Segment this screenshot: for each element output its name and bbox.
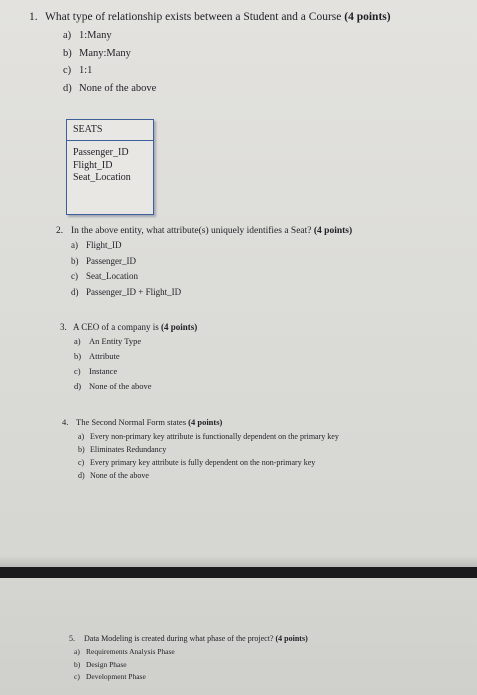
- option-text: An Entity Type: [89, 336, 142, 346]
- question-2-number: 2.: [56, 226, 64, 236]
- question-1-points: (4 points): [344, 11, 391, 23]
- question-5-stem: [69, 634, 308, 643]
- divider-shadow: [0, 556, 477, 567]
- option-letter: c): [78, 458, 85, 467]
- question-3: [60, 322, 197, 394]
- question-2-option-c[interactable]: [71, 269, 352, 285]
- option-text: Attribute: [89, 351, 120, 361]
- question-3-number: 3.: [60, 322, 67, 332]
- question-4-stem: [62, 417, 420, 427]
- question-3-option-d[interactable]: [74, 379, 197, 394]
- question-4-number: 4.: [62, 417, 69, 427]
- option-text: 1:Many: [79, 30, 112, 41]
- entity-attribute: Flight_ID: [73, 159, 113, 171]
- question-4-text: The Second Normal Form states: [76, 417, 189, 427]
- question-5-number: 5.: [69, 634, 75, 643]
- question-2-option-d[interactable]: [71, 285, 352, 301]
- option-text: Instance: [89, 366, 118, 376]
- question-2-options: [56, 238, 352, 300]
- question-3-option-b[interactable]: [74, 349, 197, 364]
- question-1-stem: [29, 11, 391, 23]
- option-letter: b): [71, 255, 79, 266]
- option-letter: b): [63, 47, 72, 59]
- page-divider: [0, 567, 477, 578]
- question-4-option-a[interactable]: [78, 430, 420, 443]
- option-letter: b): [78, 445, 85, 454]
- option-letter: a): [78, 432, 85, 441]
- option-letter: c): [74, 672, 80, 681]
- option-letter: d): [78, 471, 85, 480]
- question-2: [56, 226, 352, 300]
- question-1-options: [29, 27, 391, 97]
- question-4-option-d[interactable]: [78, 469, 420, 482]
- question-4-option-b[interactable]: [78, 443, 420, 456]
- question-5-option-b[interactable]: [74, 659, 308, 672]
- question-4-points: (4 points): [188, 417, 223, 427]
- question-2-points: (4 points): [313, 226, 353, 236]
- option-letter: c): [74, 366, 81, 376]
- entity-attribute: Seat_Location: [73, 172, 131, 183]
- question-3-text: A CEO of a company is: [73, 322, 161, 332]
- entity-attributes: [67, 141, 153, 185]
- question-2-option-a[interactable]: [71, 238, 352, 254]
- option-letter: b): [74, 351, 82, 361]
- question-2-option-b[interactable]: [71, 254, 352, 270]
- question-2-text: In the above entity, what attribute(s) uniquely identifies a Seat?: [71, 226, 314, 236]
- option-text: 1:1: [79, 65, 93, 76]
- option-letter: a): [71, 240, 78, 250]
- question-3-options: [60, 334, 197, 394]
- entity-name: SEATS: [67, 120, 153, 141]
- question-4: [62, 417, 420, 482]
- option-letter: a): [74, 336, 81, 346]
- option-text: Every non-primary key attribute is functionally dependent on the primary key: [90, 432, 339, 441]
- question-3-stem: [60, 322, 197, 332]
- question-1-option-b[interactable]: [63, 45, 391, 63]
- entity-attribute: Passenger_ID: [73, 147, 129, 158]
- option-text: None of the above: [90, 471, 149, 480]
- question-3-option-c[interactable]: [74, 364, 197, 379]
- question-1-text: What type of relationship exists between a Student and a Course: [45, 11, 345, 23]
- seats-entity-box: [66, 119, 154, 215]
- option-text: Flight_ID: [86, 240, 122, 250]
- option-letter: c): [63, 65, 72, 76]
- option-letter: a): [63, 30, 72, 41]
- question-5-option-c[interactable]: [74, 671, 308, 684]
- question-5-options: [69, 646, 308, 684]
- question-5: [69, 634, 308, 684]
- question-4-option-c[interactable]: [78, 456, 420, 469]
- option-text: Every primary key attribute is fully dependent on the non-primary key: [90, 458, 316, 467]
- option-text: Eliminates Redundancy: [90, 445, 167, 454]
- question-4-options: [62, 430, 420, 482]
- option-text: None of the above: [79, 82, 157, 94]
- question-1-option-d[interactable]: [63, 80, 391, 98]
- option-text: Requirements Analysis Phase: [86, 647, 175, 656]
- question-5-text: Data Modeling is created during what phase of the project?: [84, 634, 276, 643]
- question-1-option-c[interactable]: [63, 62, 391, 80]
- option-letter: d): [71, 286, 79, 297]
- question-1-number: 1.: [29, 11, 38, 23]
- option-letter: c): [71, 271, 78, 281]
- option-text: Development Phase: [86, 672, 146, 681]
- question-5-option-a[interactable]: [74, 646, 308, 659]
- option-letter: a): [74, 647, 80, 656]
- option-letter: d): [74, 381, 82, 391]
- option-text: Seat_Location: [86, 271, 138, 281]
- option-text: Many:Many: [79, 47, 131, 59]
- option-text: Design Phase: [86, 659, 127, 669]
- option-text: Passenger_ID + Flight_ID: [86, 286, 182, 297]
- question-1-option-a[interactable]: [63, 27, 391, 45]
- option-letter: b): [74, 659, 81, 669]
- option-text: None of the above: [89, 381, 152, 391]
- question-3-points: (4 points): [161, 322, 198, 332]
- question-1: [29, 11, 391, 97]
- question-2-stem: [56, 226, 352, 236]
- option-text: Passenger_ID: [86, 255, 136, 266]
- question-5-points: (4 points): [275, 634, 308, 643]
- option-letter: d): [63, 82, 72, 94]
- question-3-option-a[interactable]: [74, 334, 197, 349]
